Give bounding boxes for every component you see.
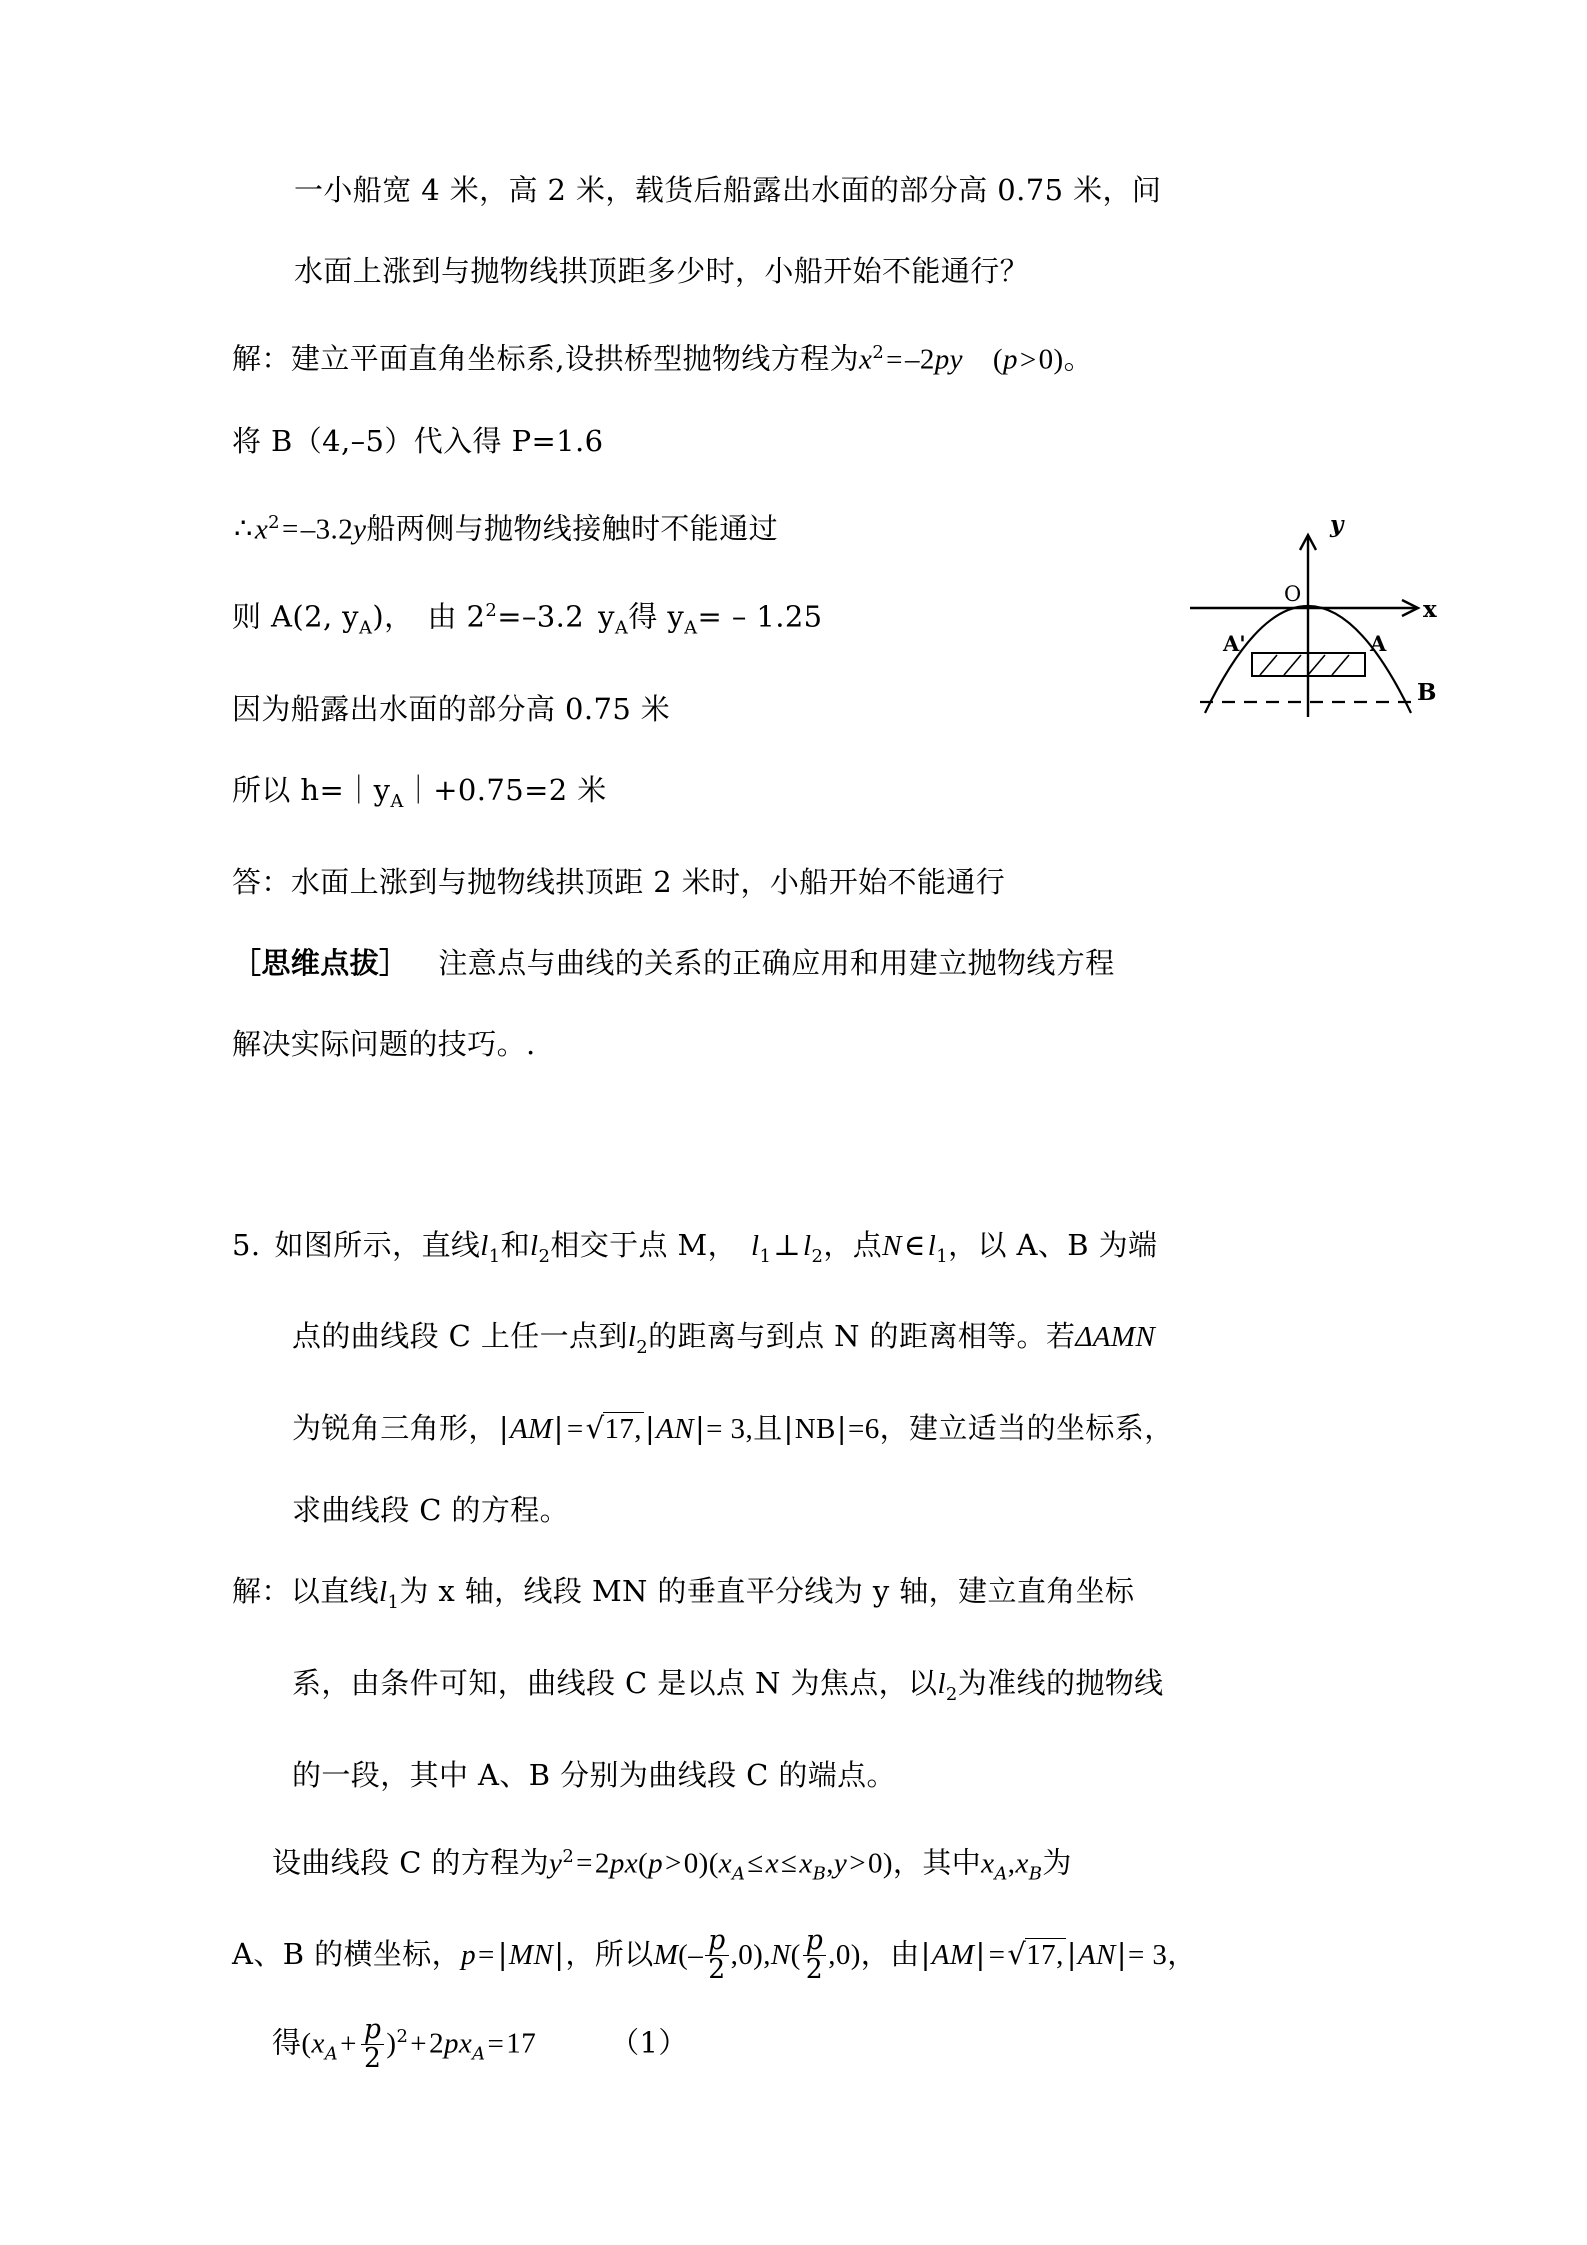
problem4-substitute-line: 将 B（4,–5）代入得 P=1.6 — [232, 423, 604, 458]
problem5-coords-line — [232, 1914, 1422, 1996]
p5-l9-e: ，由 — [860, 1937, 920, 1972]
p4-tip-label: ［思维点拔］ — [232, 945, 409, 980]
p5-l10-xa: x — [311, 2027, 325, 2060]
p5-l8-p: p — [648, 1847, 663, 1880]
p5-l8-xa2: x — [981, 1847, 995, 1880]
p5-l8-le: ≤ — [747, 1847, 764, 1880]
p5-l2-sym-l2-sub: 2 — [636, 1337, 649, 1359]
p4-eq2-y: y — [353, 513, 367, 546]
p5-l6-l2-sub: 2 — [945, 1683, 958, 1705]
problem5-equation-1-line — [232, 1996, 1422, 2094]
p4-eq1-eq: = — [886, 343, 903, 376]
p5-l6-l2: l — [937, 1667, 946, 1700]
p4-A-7: 得 y — [628, 599, 685, 634]
p5-l8-d: 为 — [1042, 1845, 1072, 1880]
p5-l1-sym-l1b: l — [751, 1229, 760, 1262]
sqrt-icon-1: √ — [585, 1411, 605, 1446]
p4-answer-text: 水面上涨到与抛物线拱顶距 2 米时，小船开始不能通行 — [290, 864, 1006, 899]
p5-l8-cond: ( — [638, 1847, 649, 1880]
p4-eq2-rhs: –3.2 — [300, 513, 354, 546]
p5-l10-de: 得 — [272, 2025, 302, 2060]
p5-l8-xa: x — [718, 1847, 733, 1880]
frac-denominator-3: 2 — [363, 2042, 382, 2074]
problem5-solve-line-3: 的一段，其中 A、B 分别为曲线段 C 的端点。 — [292, 1757, 896, 1792]
p4-eq1-rhs: –2 — [904, 343, 935, 376]
p5-l8-b: ，其中 — [892, 1845, 982, 1880]
p4-eq1-end: 。 — [1063, 341, 1094, 376]
abs-bar-close-1: | — [553, 1411, 564, 1446]
p5-l1-sym-l2-sub: 2 — [538, 1245, 551, 1267]
p5-l10-sup: 2 — [396, 2026, 409, 2048]
p5-l3-eq: = — [566, 1413, 584, 1446]
p5-l3-NB: NB — [794, 1413, 836, 1446]
p5-l8-px: px — [609, 1847, 638, 1880]
p4-eq2-x: x — [254, 513, 269, 546]
p4-A-sup: 2 — [485, 600, 498, 622]
frac-denominator-1: 2 — [708, 1954, 726, 1986]
p5-solve-b: 为 x 轴，线段 MN 的垂直平分线为 y 轴，建立直角坐标 — [399, 1574, 1135, 1609]
p5-l8-rhs: 2 — [594, 1847, 610, 1880]
p5-l1-sym-l1b-sub: 1 — [759, 1245, 772, 1267]
document-body — [232, 150, 1422, 2095]
figure-label-x: x — [1423, 596, 1437, 623]
p5-l2-b: 的距离与到点 N 的距离相等。若 — [648, 1319, 1076, 1354]
p5-l1-sym-l1: l — [480, 1229, 489, 1262]
abs-bar-open-4: | — [497, 1937, 508, 1972]
p4-answer-label: 答： — [232, 864, 291, 899]
p5-l1-sym-l2b-sub: 2 — [811, 1245, 824, 1267]
abs-bar-close-5: | — [975, 1937, 986, 1972]
figure-label-y: y — [1330, 511, 1344, 538]
p5-l9-MN: MN — [508, 1939, 554, 1972]
p5-l1-b: 和 — [500, 1227, 531, 1262]
problem4-because-line: 因为船露出水面的部分高 0.75 米 — [232, 691, 671, 726]
problem5-statement-line-4: 求曲线段 C 的方程。 — [292, 1493, 570, 1528]
p4-eq1-sup: 2 — [872, 342, 885, 363]
p5-l10-open: ( — [301, 2027, 312, 2060]
p5-l2-sym-l2: l — [627, 1321, 637, 1354]
figure-label-A-prime: A' — [1223, 631, 1246, 656]
p5-l10-plus: + — [340, 2027, 357, 2060]
p5-l9-N: N — [770, 1939, 791, 1972]
abs-bar-close-3: | — [836, 1411, 847, 1446]
p5-l3-AM: AM — [509, 1413, 553, 1446]
problem4-height-line — [232, 750, 1422, 842]
p5-l10-close: ) — [386, 2027, 397, 2060]
p5-l9-AN: AN — [1077, 1939, 1116, 1972]
p5-l8-x: x — [765, 1847, 780, 1880]
p5-solve-l1: l — [379, 1576, 388, 1609]
p4-solve-label: 解： — [232, 341, 291, 376]
p5-number: 5. — [232, 1227, 261, 1262]
p5-l8-xb-sub: B — [812, 1863, 827, 1885]
p4-eq2-sup: 2 — [268, 511, 280, 533]
problem5-statement-line-3 — [232, 1388, 1422, 1470]
p5-l8-sup: 2 — [562, 1845, 575, 1867]
figure-label-O: O — [1284, 582, 1302, 606]
p5-l1-in: ∈ — [903, 1229, 926, 1262]
p5-l8-a: 设曲线段 C 的方程为 — [272, 1845, 550, 1880]
therefore-symbol: ∴ — [234, 513, 253, 546]
fraction-p-over-2-second — [801, 1927, 828, 1984]
p5-l9-p: p — [461, 1939, 476, 1972]
p5-l8-comma: , — [826, 1847, 834, 1880]
p5-l1-sym-l1c-sub: 1 — [936, 1245, 949, 1267]
p4-h-1: 所以 h=｜ — [232, 772, 374, 807]
p4-eq2-tail: 船两侧与抛物线接触时不能通过 — [366, 511, 778, 546]
p4-stmt-d: 米，问 — [1073, 173, 1162, 207]
problem4-equation-line — [232, 482, 1422, 571]
p4-A-sub1: A — [358, 617, 373, 639]
sqrt-icon-2: √ — [1007, 1937, 1027, 1972]
p5-l1-perp: ⊥ — [773, 1229, 802, 1262]
abs-bar-close-2: | — [694, 1411, 706, 1446]
p5-l9-a: A、B 的横坐标， — [232, 1937, 462, 1972]
abs-bar-close-6: | — [1116, 1937, 1127, 1972]
problem4-answer-line — [232, 842, 1422, 923]
p5-l1-sym-l2b: l — [803, 1229, 812, 1262]
p5-l10-17: 17 — [506, 2027, 537, 2060]
p5-l6-a: 系，由条件可知，曲线段 C 是以点 N 为焦点，以 — [292, 1665, 938, 1700]
p5-l8-xb2-sub: B — [1028, 1863, 1043, 1885]
problem4-statement-line-2: 水面上涨到与抛物线拱顶距多少时，小船开始不能通行？ — [294, 254, 1030, 288]
p5-l8-y2: y — [833, 1847, 848, 1880]
frac-numerator-1: p — [705, 1927, 728, 1956]
fraction-p-over-2-first — [703, 1927, 730, 1984]
p5-l8-xa2-sub: A — [994, 1863, 1008, 1885]
p4-eq1-gt: > — [1019, 343, 1037, 376]
p4-A-1: 则 A — [232, 599, 293, 634]
p4-eq2-eq: = — [281, 513, 299, 546]
p5-l8-zero2: 0) — [867, 1847, 893, 1880]
p4-eq1-open: ( — [992, 343, 1003, 376]
problem5-statement-line-1 — [232, 1205, 1422, 1297]
p5-l1-c: 相交于点 M， — [550, 1227, 738, 1262]
p5-l8-xb: x — [799, 1847, 813, 1880]
p5-equation-tag-1: （1） — [610, 2025, 688, 2060]
p4-eq1-x: x — [859, 343, 873, 376]
p5-l9-f: ， — [1167, 1937, 1197, 1972]
abs-bar-open-5: | — [920, 1937, 931, 1972]
p4-A-5: =–3.2 — [497, 599, 585, 634]
p5-l10-plus2: + — [410, 2027, 428, 2060]
p4-stmt-n1: 4 — [421, 173, 441, 207]
p4-h-2: ｜+0.75=2 米 — [403, 772, 607, 807]
p4-h-y: y — [373, 772, 391, 807]
abs-bar-close-4: | — [554, 1937, 565, 1972]
p4-A-2: (2, y — [292, 599, 359, 634]
p5-l8-c: , — [1007, 1847, 1016, 1880]
p5-l10-xa-sub: A — [324, 2043, 339, 2065]
p5-l6-b: 为准线的抛物线 — [957, 1665, 1164, 1700]
p5-l2-triangle-AMN: ΔAMN — [1075, 1321, 1156, 1354]
p4-stmt-a: 一小船宽 — [294, 173, 412, 207]
problem5-solve-line — [232, 1551, 1422, 1643]
p5-l8-gt2: > — [849, 1847, 866, 1880]
p5-solve-label: 解： — [232, 1574, 291, 1609]
problem4-solve-line — [232, 312, 1422, 401]
p5-l9-sqrt17: 17, — [1026, 1939, 1064, 1972]
p5-l3-eq3: =6 — [847, 1413, 880, 1446]
problem4-pointA-line — [232, 570, 1422, 668]
section-spacer — [232, 1085, 1422, 1205]
p4-A-3: )， — [372, 599, 414, 634]
p5-l9-c: ,0), — [730, 1939, 771, 1972]
p5-l9-eq3: = 3 — [1127, 1939, 1168, 1972]
p5-solve-l1-sub: 1 — [387, 1591, 400, 1613]
p4-A-6: y — [598, 599, 615, 634]
p5-l10-2p: 2 — [429, 2027, 444, 2060]
p5-l9-d: ,0) — [828, 1939, 861, 1972]
p5-l1-sym-l2: l — [530, 1229, 539, 1262]
problem4-tip-line-2: 解决实际问题的技巧。. — [232, 1026, 536, 1061]
p5-l8-xb2: x — [1015, 1847, 1029, 1880]
p5-l8-eq: = — [576, 1847, 593, 1880]
figure-label-B: B — [1417, 679, 1437, 706]
abs-bar-open-2: | — [644, 1411, 656, 1446]
p5-l3-qie: 且 — [753, 1411, 783, 1446]
p5-l8-zero: 0)( — [683, 1847, 719, 1880]
p5-l3-sqrt17: 17, — [604, 1413, 642, 1446]
p4-tip-text1: 注意点与曲线的关系的正确应用和用建立抛物线方程 — [438, 945, 1115, 980]
p4-A-8: = – 1.25 — [697, 599, 823, 634]
p5-l10-pxa-sub: A — [472, 2043, 486, 2065]
p4-stmt-c: 米，载货后船露出水面的部分高 — [576, 173, 988, 207]
frac-numerator-3: p — [361, 2016, 384, 2045]
p4-eq1-p: p — [1002, 343, 1018, 376]
p5-l1-a: 如图所示，直线 — [274, 1227, 481, 1262]
problem4-tip-line-1 — [232, 923, 1422, 1004]
p5-solve-a: 以直线 — [290, 1574, 380, 1609]
p5-l8-le2: ≤ — [781, 1847, 798, 1880]
problem5-curve-equation-line — [232, 1816, 1422, 1914]
p5-l3-eq2: = 3, — [706, 1413, 754, 1446]
p5-l10-eq: = — [487, 2027, 505, 2060]
p4-stmt-n3: 0.75 — [997, 173, 1064, 207]
figure-label-A: A — [1370, 631, 1387, 656]
p5-l2-a: 点的曲线段 C 上任一点到 — [292, 1319, 628, 1354]
abs-bar-open-1: | — [498, 1411, 509, 1446]
p5-l1-sym-l1-sub: 1 — [488, 1245, 501, 1267]
problem5-solve-line-2 — [232, 1643, 1422, 1735]
p4-solve-text: 建立平面直角坐标系,设拱桥型抛物线方程为 — [290, 341, 860, 376]
p5-l8-y: y — [549, 1847, 563, 1880]
p4-A-4: 由 2 — [427, 599, 486, 634]
abs-bar-open-3: | — [783, 1411, 794, 1446]
p5-l9-b: ，所以 — [565, 1937, 654, 1972]
frac-denominator-2: 2 — [805, 1954, 824, 1986]
p5-l9-open2: ( — [790, 1939, 801, 1972]
p4-A-sub3: A — [684, 617, 698, 639]
p5-l3-b: ，建立适当的坐标系， — [879, 1411, 1174, 1446]
p5-l1-N: N — [882, 1229, 902, 1262]
p5-l9-AM: AM — [931, 1939, 975, 1972]
p4-stmt-n2: 2 — [547, 173, 567, 207]
p5-l9-open: (– — [678, 1939, 704, 1972]
p4-eq1-zero: 0) — [1038, 343, 1064, 376]
p4-A-sub2: A — [614, 617, 629, 639]
problem4-statement-line-1 — [232, 150, 1422, 231]
p5-l1-e: ，以 A、B 为端 — [948, 1227, 1158, 1262]
fraction-p-over-2-third — [359, 2013, 386, 2074]
p5-l1-d: ，点 — [823, 1227, 883, 1262]
p5-l3-AN: AN — [656, 1413, 694, 1446]
p5-l3-a: 为锐角三角形， — [292, 1411, 498, 1446]
p5-l9-eq: = — [477, 1939, 495, 1972]
frac-numerator-2: p — [803, 1927, 826, 1956]
p5-l10-pxa: px — [443, 2027, 473, 2060]
problem5-statement-line-2 — [232, 1296, 1422, 1388]
p4-eq1-py: py — [934, 343, 963, 376]
p5-l1-sym-l1c: l — [927, 1229, 937, 1262]
p5-l8-gt: > — [664, 1847, 682, 1880]
p5-l9-M: M — [653, 1939, 679, 1972]
p4-stmt-b: 米，高 — [449, 173, 538, 207]
p5-l9-eq2: = — [988, 1939, 1006, 1972]
p5-l8-xa-sub: A — [732, 1863, 746, 1885]
p4-h-sub: A — [390, 790, 404, 812]
abs-bar-open-6: | — [1066, 1937, 1077, 1972]
